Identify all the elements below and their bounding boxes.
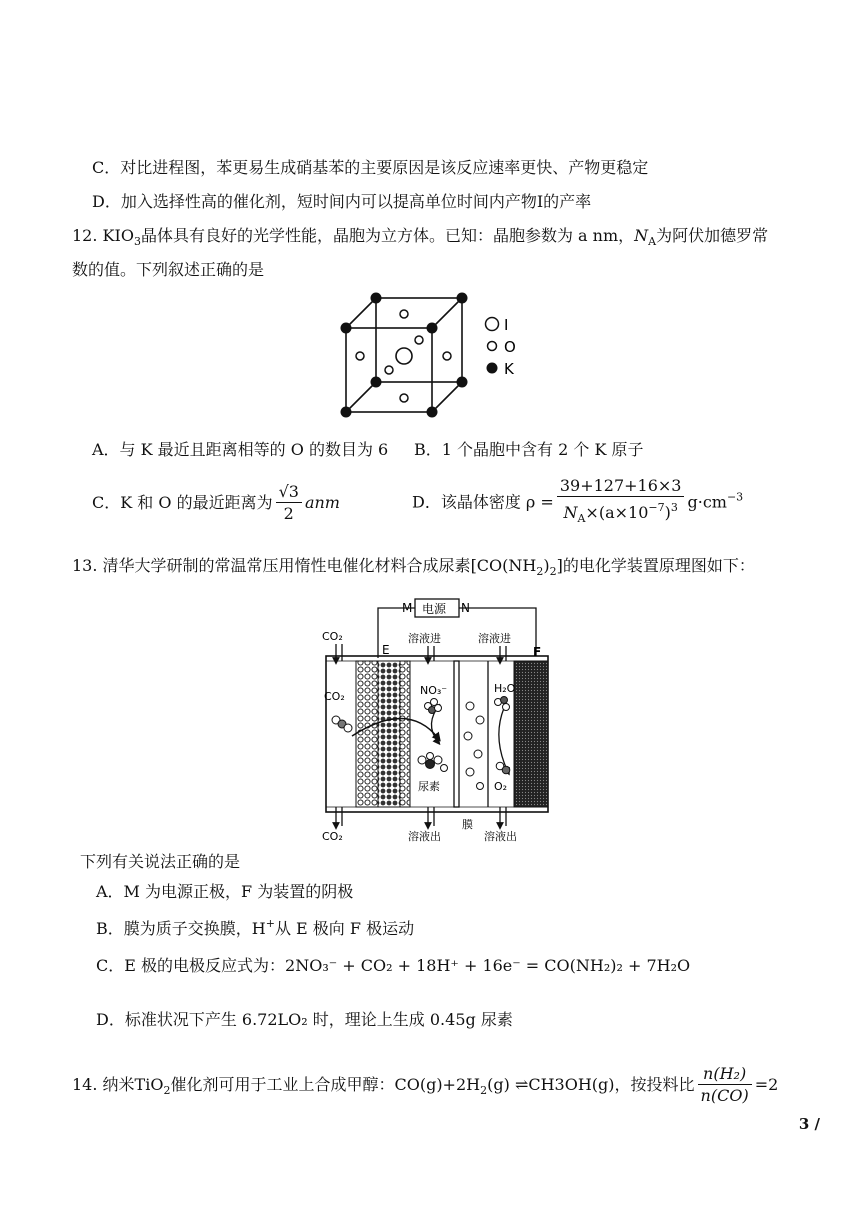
page-number: 3 / [798,1115,820,1133]
q12-number: 12. [72,226,98,245]
q13-number: 13. [72,556,98,575]
crystal-cell-diagram [330,292,540,424]
electrode-e-catalyst [378,661,400,807]
solution-in-1: 溶液进 [408,632,441,645]
electrode-f-label: F [533,645,542,659]
terminal-m: M [402,601,413,615]
q11-option-d: D．加入选择性高的催化剂，短时间内可以提高单位时间内产物Ⅰ的产率 [92,192,592,211]
co2-molecule-icon [332,716,352,732]
membrane-label: 膜 [462,818,473,831]
urea-molecule-icon [418,753,448,772]
legend-k: K [504,360,514,378]
q12-stem-line2: 数的值。下列叙述正确的是 [72,260,265,279]
solution-out-2: 溶液出 [484,830,517,843]
q12-option-b: B．1 个晶胞中含有 2 个 K 原子 [414,440,644,459]
co2-inlet-label: CO₂ [322,630,343,643]
electrode-e-label: E [382,643,390,657]
water-molecule-icon [495,697,510,711]
urea-label: 尿素 [418,780,440,793]
oxygen-molecule-icon [496,762,510,774]
q13-option-a: A．M 为电源正极，F 为装置的阴极 [96,882,354,901]
electrode-e-porous [356,661,378,807]
nitrate-molecule-icon [425,699,442,714]
density-fraction: $\frac{39+127+16\times 3}{N_A\times(a\times 10^{-7})^3}$ [557,476,685,530]
membrane [454,661,459,807]
q12-option-d: D．该晶体密度 ρ = $\frac{39+127+16\times 3}{N_A\times(a\times 10^{-7})^3}$ $g\cdot cm^{-3}$ [412,476,743,530]
oxygen-label: O₂ [494,780,508,793]
q11-option-c: C．对比进程图，苯更易生成硝基苯的主要原因是该反应速率更快、产物更稳定 [92,158,649,177]
solution-out-1: 溶液出 [408,830,441,843]
q13-stem: 13. 清华大学研制的常温常压用惰性电催化材料合成尿素$[CO(NH_2)_2]$的电化学装置原理图如下： [72,556,755,578]
q13-option-d: D．标准状况下产生 6.72LO₂ 时，理论上生成 0.45g 尿素 [96,1010,513,1029]
q13-question: 下列有关说法正确的是 [80,852,241,871]
equilibrium-arrow: ⇌ [514,1075,529,1094]
electrochemical-device-diagram [308,596,570,844]
q13-option-b: B．膜为质子交换膜，H+从 E 极向 F 极运动 [96,917,415,938]
electrode-f [514,661,548,807]
i-atom [396,348,412,364]
feed-ratio-fraction: $\frac{\text{n(H₂)}}{n(CO)}$ [698,1064,752,1107]
q14-stem: 14. 纳米TiO$_2$催化剂可用于工业上合成甲醇：$CO(g)+2H_2(g)$ ⇌CH3OH(g)，按投料比 $\frac{\text{n(H₂)}}{n(CO)}$ =2 [72,1064,779,1105]
legend-o: O [504,338,516,356]
co2-middle-label: CO₂ [324,690,345,703]
electrode-equation: 2NO₃⁻ + CO₂ + 18H⁺ + 16e⁻ = CO(NH₂)₂ + 7H₂O [285,956,691,975]
terminal-n: N [461,601,470,615]
q13-option-c: C．E 极的电极反应式为：2NO₃⁻ + CO₂ + 18H⁺ + 16e⁻ = CO(NH₂)₂ + 7H₂O [96,956,691,975]
distance-fraction: $\frac{√3}{2}$ [276,482,302,525]
q12-stem-line1: 12. $KIO_3$晶体具有良好的光学性能，晶胞为立方体。已知：晶胞参数为 a nm，$N_A$为阿伏加德罗常 [72,226,769,248]
legend-i: I [504,316,509,334]
q12-option-a: A．与 K 最近且距离相等的 O 的数目为 6 [92,440,389,459]
crystal-legend [486,316,516,378]
water-label: H₂O [494,682,516,695]
solution-in-2: 溶液进 [478,632,511,645]
co2-outlet-label: CO₂ [322,830,343,843]
ion-circles [464,702,484,790]
power-label: 电源 [422,602,447,616]
q14-number: 14. [72,1075,98,1094]
nitrate-label: NO₃⁻ [420,684,448,697]
q12-option-c: C．K 和 O 的最近距离为 $\frac{√3}{2}$ anm [92,482,340,523]
